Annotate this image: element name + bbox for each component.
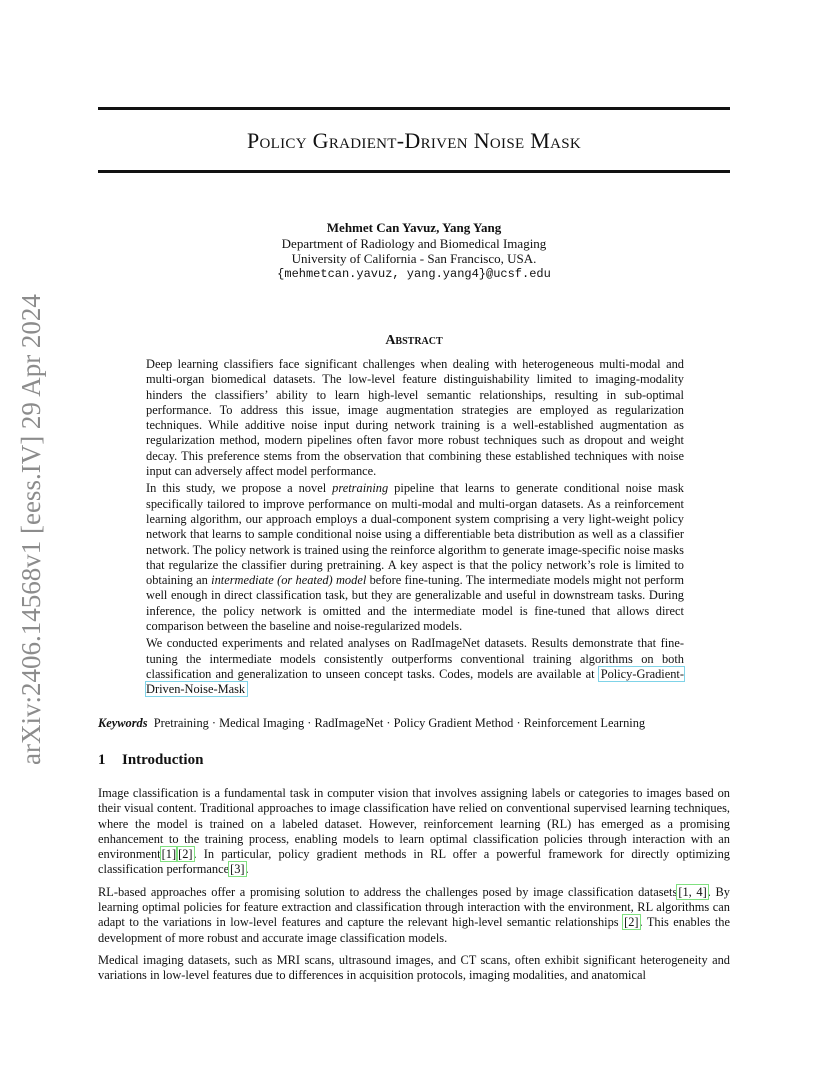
author-block <box>98 220 730 282</box>
keywords-line <box>98 716 730 731</box>
citation-link[interactable]: [1] <box>161 847 177 862</box>
affiliation: Department of Radiology and Biomedical Imaging <box>281 235 547 251</box>
author-email: {mehmetcan.yavuz, yang.yang4}@ucsf.edu <box>277 266 551 281</box>
text-span: Image classification is a fundamental task in computer vision that involves assigning labels or categories to images based on their visual content. Traditional approaches to image classification have relied on conventional supervised learning techniques, where the model is trained on a labeled dataset. However, reinforcement learning (RL) has emerged as a promising enhancement to the training process, enabling models to learn optimal classification policies through interaction with an environment <box>98 786 730 862</box>
authors: Mehmet Can Yavuz, Yang Yang <box>326 220 502 235</box>
arxiv-identifier: arXiv:2406.14568v1 [eess.IV] 29 Apr 2024 <box>16 294 46 766</box>
citation-link[interactable]: [3] <box>230 862 245 877</box>
abstract-paragraph-3 <box>146 636 684 697</box>
intro-paragraph-2 <box>98 885 730 946</box>
text-span: . <box>245 862 249 877</box>
text-span: . This enables the development of more robust and accurate image classification models. <box>98 915 730 945</box>
abstract-paragraph-1: Deep learning classifiers face significant challenges when dealing with heterogeneous multi-modal and multi-organ biomedical datasets. The low-level feature distinguishability limited to imaging-modality hinders the classifiers’ ability to learn high-level semantic relationships, resulting in sub-optimal performance. To address this issue, image augmentation strategies are employed as regularization techniques. While additive noise input during network training is a well-established augmentation as regularization method, modern pipelines often favor more robust techniques such as dropout and weight decay. This preference stems from the observation that combining these established techniques with noise input can adversely affect model performance. <box>146 357 684 479</box>
keywords-label: Keywords <box>98 716 148 730</box>
text-span: before fine-tuning. The intermediate models might not perform well enough in direct classification task, but they are generalizable and useful in downstream tasks. During inference, the policy network is omitted and the intermediate model is fine-tuned that allows direct comparison between the baseline and noise-regularized models. <box>146 573 684 634</box>
title-rule-top <box>98 107 730 110</box>
emphasis: intermediate (or heated) model <box>211 573 367 588</box>
citation-link[interactable]: [2] <box>624 915 639 930</box>
text-span: RL-based approaches offer a promising solution to address the challenges posed by image classification datasets <box>98 884 678 899</box>
paper-title: Policy Gradient-Driven Noise Mask <box>246 128 581 153</box>
text-span: . By learning optimal policies for feature extraction and classification through interaction with the environment, RL algorithms can adapt to the variations in low-level features and capture the relevant high-level semantic relationships <box>98 884 730 930</box>
abstract-paragraph-2 <box>146 481 684 634</box>
keywords-list: Pretraining · Medical Imaging · RadImageNet · Policy Gradient Method · Reinforcement Learning <box>153 716 646 730</box>
section-heading-introduction <box>98 752 730 769</box>
text-span: . In particular, policy gradient methods in RL offer a powerful framework for directly optimizing classification performance <box>98 847 730 877</box>
citation-link[interactable]: [1, 4] <box>678 884 707 899</box>
section-number: 1 <box>98 752 106 768</box>
section-title: Introduction <box>122 752 204 768</box>
emphasis: pretraining <box>332 481 389 496</box>
intro-paragraph-3: Medical imaging datasets, such as MRI scans, ultrasound images, and CT scans, often exhibit significant heterogeneity and variations in low-level features due to differences in acquisition protocols, imaging modalities, and anatomical <box>98 952 730 983</box>
institution: University of California - San Francisco, USA. <box>291 251 537 266</box>
intro-paragraph-1 <box>98 786 730 878</box>
text-span: We conducted experiments and related analyses on RadImageNet datasets. Results demonstrate that fine-tuning the intermediate models consistently outperforms conventional training algorithms on both classification and generalization to unseen concept tasks. Codes, models are available at <box>146 636 684 681</box>
text-span: In this study, we propose a novel <box>146 481 333 496</box>
citation-link[interactable]: [2] <box>178 847 193 862</box>
title-rule-bottom <box>98 170 730 173</box>
introduction-body <box>98 786 730 991</box>
abstract-heading: Abstract <box>385 333 443 348</box>
code-repository-link[interactable]: Policy-Gradient-Driven-Noise-Mask <box>146 666 684 697</box>
text-span: pipeline that learns to generate conditional noise mask specifically tailored to improve performance on multi-modal and multi-organ datasets. As a reinforcement learning algorithm, our approach employs a dual-component system comprising a very light-weight policy network that learns to sample conditional noise using a differentiable beta distribution as well as a classifier network. The policy network is trained using the reinforce algorithm to generate image-specific noise masks that regularize the classifier during pretraining. A key aspect is that the policy network’s role is limited to obtaining an <box>146 481 684 588</box>
abstract <box>146 357 684 700</box>
